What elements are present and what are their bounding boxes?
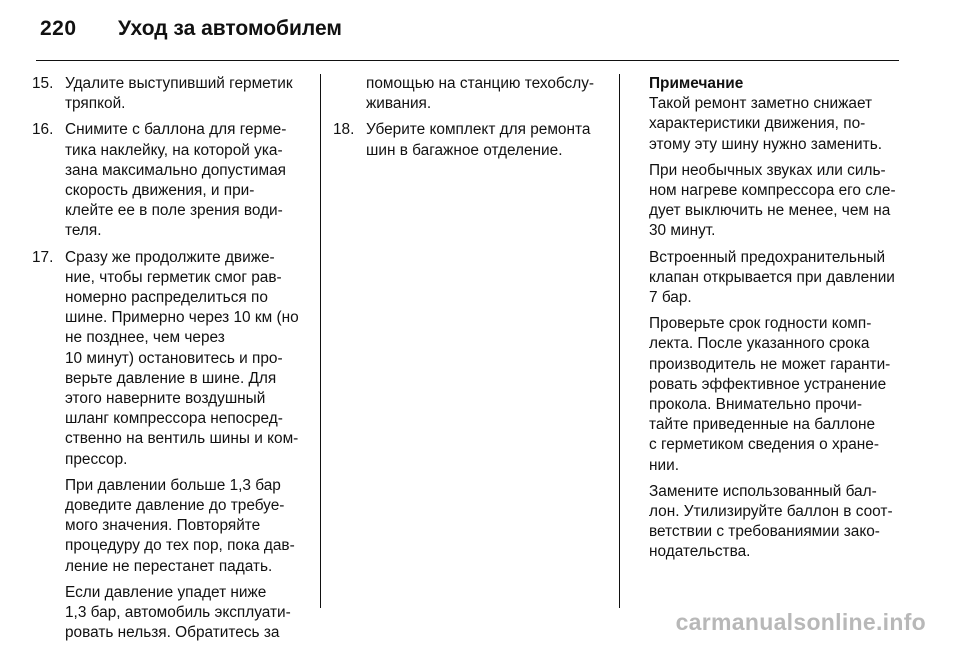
- text-line: живания.: [366, 95, 432, 113]
- note-paragraph: [649, 482, 907, 563]
- column-divider-2: [619, 74, 620, 608]
- text-line: мого значения. Повторяйте: [65, 517, 261, 535]
- text-line: характеристики движения, по-: [649, 115, 866, 133]
- text-line: скорость движения, и при-: [65, 182, 255, 200]
- note-paragraph: [649, 248, 907, 309]
- item-text: [65, 74, 308, 114]
- list-item-17: [32, 248, 308, 470]
- text-line: теля.: [65, 222, 102, 240]
- text-line: Замените использованный бал-: [649, 482, 877, 500]
- item-text: [65, 120, 308, 241]
- item-text: [65, 248, 308, 470]
- text-line: номерно распределиться по: [65, 289, 268, 307]
- item-number: 15.: [32, 75, 54, 92]
- note-paragraph: [649, 161, 907, 242]
- text-line: Снимите с баллона для герме-: [65, 121, 287, 139]
- watermark: carmanualsonline.info: [675, 609, 926, 635]
- note-heading: Примечание: [649, 75, 744, 92]
- text-line: 30 минут.: [649, 222, 716, 240]
- text-line: прокола. Внимательно прочи-: [649, 396, 862, 414]
- text-line: Уберите комплект для ремонта: [366, 121, 591, 139]
- text-line: зана максимально допустимая: [65, 161, 286, 179]
- text-line: этому эту шину нужно заменить.: [649, 135, 882, 153]
- text-line: При давлении больше 1,3 бар: [65, 476, 281, 494]
- column-3-note: [649, 74, 907, 569]
- text-line: лон. Утилизируйте баллон в соот-: [649, 503, 893, 521]
- sub-paragraph: [65, 476, 308, 577]
- list-item-16: [32, 120, 308, 241]
- text-line: клейте ее в поле зрения води-: [65, 202, 283, 220]
- text-line: с герметиком сведения о хране-: [649, 436, 879, 454]
- text-line: ровать эффективное устранение: [649, 375, 887, 393]
- text-line: ветствии с требованиямии зако-: [649, 523, 880, 541]
- list-item-18: [333, 120, 608, 160]
- text-line: производитель не может гаранти-: [649, 355, 891, 373]
- page-title: Уход за автомобилем: [118, 17, 342, 40]
- text-line: верьте давление в шине. Для: [65, 369, 277, 387]
- text-line: помощью на станцию техобслу-: [366, 75, 595, 92]
- text-line: Проверьте срок годности комп-: [649, 315, 872, 333]
- text-line: Сразу же продолжите движе-: [65, 248, 275, 266]
- text-line: При необычных звуках или силь-: [649, 161, 886, 179]
- text-line: тика наклейку, на которой ука-: [65, 141, 283, 159]
- text-line: нодательства.: [649, 543, 751, 561]
- text-line: прессор.: [65, 450, 128, 468]
- column-1: [32, 74, 308, 649]
- column-divider-1: [320, 74, 321, 608]
- text-line: 7 бар.: [649, 289, 692, 307]
- text-line: ние, чтобы герметик смог рав-: [65, 268, 282, 286]
- sub-paragraph: [65, 583, 308, 644]
- note-paragraph: [649, 314, 907, 476]
- text-line: Такой ремонт заметно снижает: [649, 95, 873, 113]
- text-line: ление не перестанет падать.: [65, 557, 273, 575]
- column-2: [333, 74, 608, 167]
- text-line: Удалите выступивший герметик: [65, 75, 293, 92]
- text-line: ровать нельзя. Обратитесь за: [65, 624, 280, 642]
- note-paragraph: [649, 94, 907, 155]
- text-line: доведите давление до требуе-: [65, 497, 285, 515]
- text-line: этого наверните воздушный: [65, 390, 266, 408]
- text-line: тряпкой.: [65, 95, 126, 113]
- text-line: лекта. После указанного срока: [649, 335, 870, 353]
- item-number: 16.: [32, 121, 54, 139]
- text-line: 1,3 бар, автомобиль эксплуати-: [65, 604, 291, 622]
- text-line: 10 минут) остановитесь и про-: [65, 349, 283, 367]
- item-number: 18.: [333, 121, 355, 139]
- text-line: Встроенный предохранительный: [649, 248, 886, 266]
- list-item-15: [32, 74, 308, 114]
- text-line: Если давление упадет ниже: [65, 583, 267, 601]
- text-line: клапан открывается при давлении: [649, 268, 895, 286]
- page-number: 220: [40, 17, 77, 40]
- text-line: нии.: [649, 456, 679, 474]
- text-line: шланг компрессора непосред-: [65, 410, 283, 428]
- text-line: шине. Примерно через 10 км (но: [65, 309, 299, 327]
- item-number: 17.: [32, 248, 54, 266]
- text-line: процедуру до тех пор, пока дав-: [65, 537, 295, 555]
- text-line: ственно на вентиль шины и ком-: [65, 430, 299, 448]
- text-line: ном нагреве компрессора его сле-: [649, 182, 896, 200]
- text-line: не позднее, чем через: [65, 329, 225, 347]
- item-text: [366, 120, 608, 160]
- text-line: дует выключить не менее, чем на: [649, 202, 891, 220]
- text-line: тайте приведенные на баллоне: [649, 416, 876, 434]
- text-line: шин в багажное отделение.: [366, 141, 563, 159]
- continuation-paragraph: [366, 74, 608, 114]
- header-rule: [36, 60, 899, 61]
